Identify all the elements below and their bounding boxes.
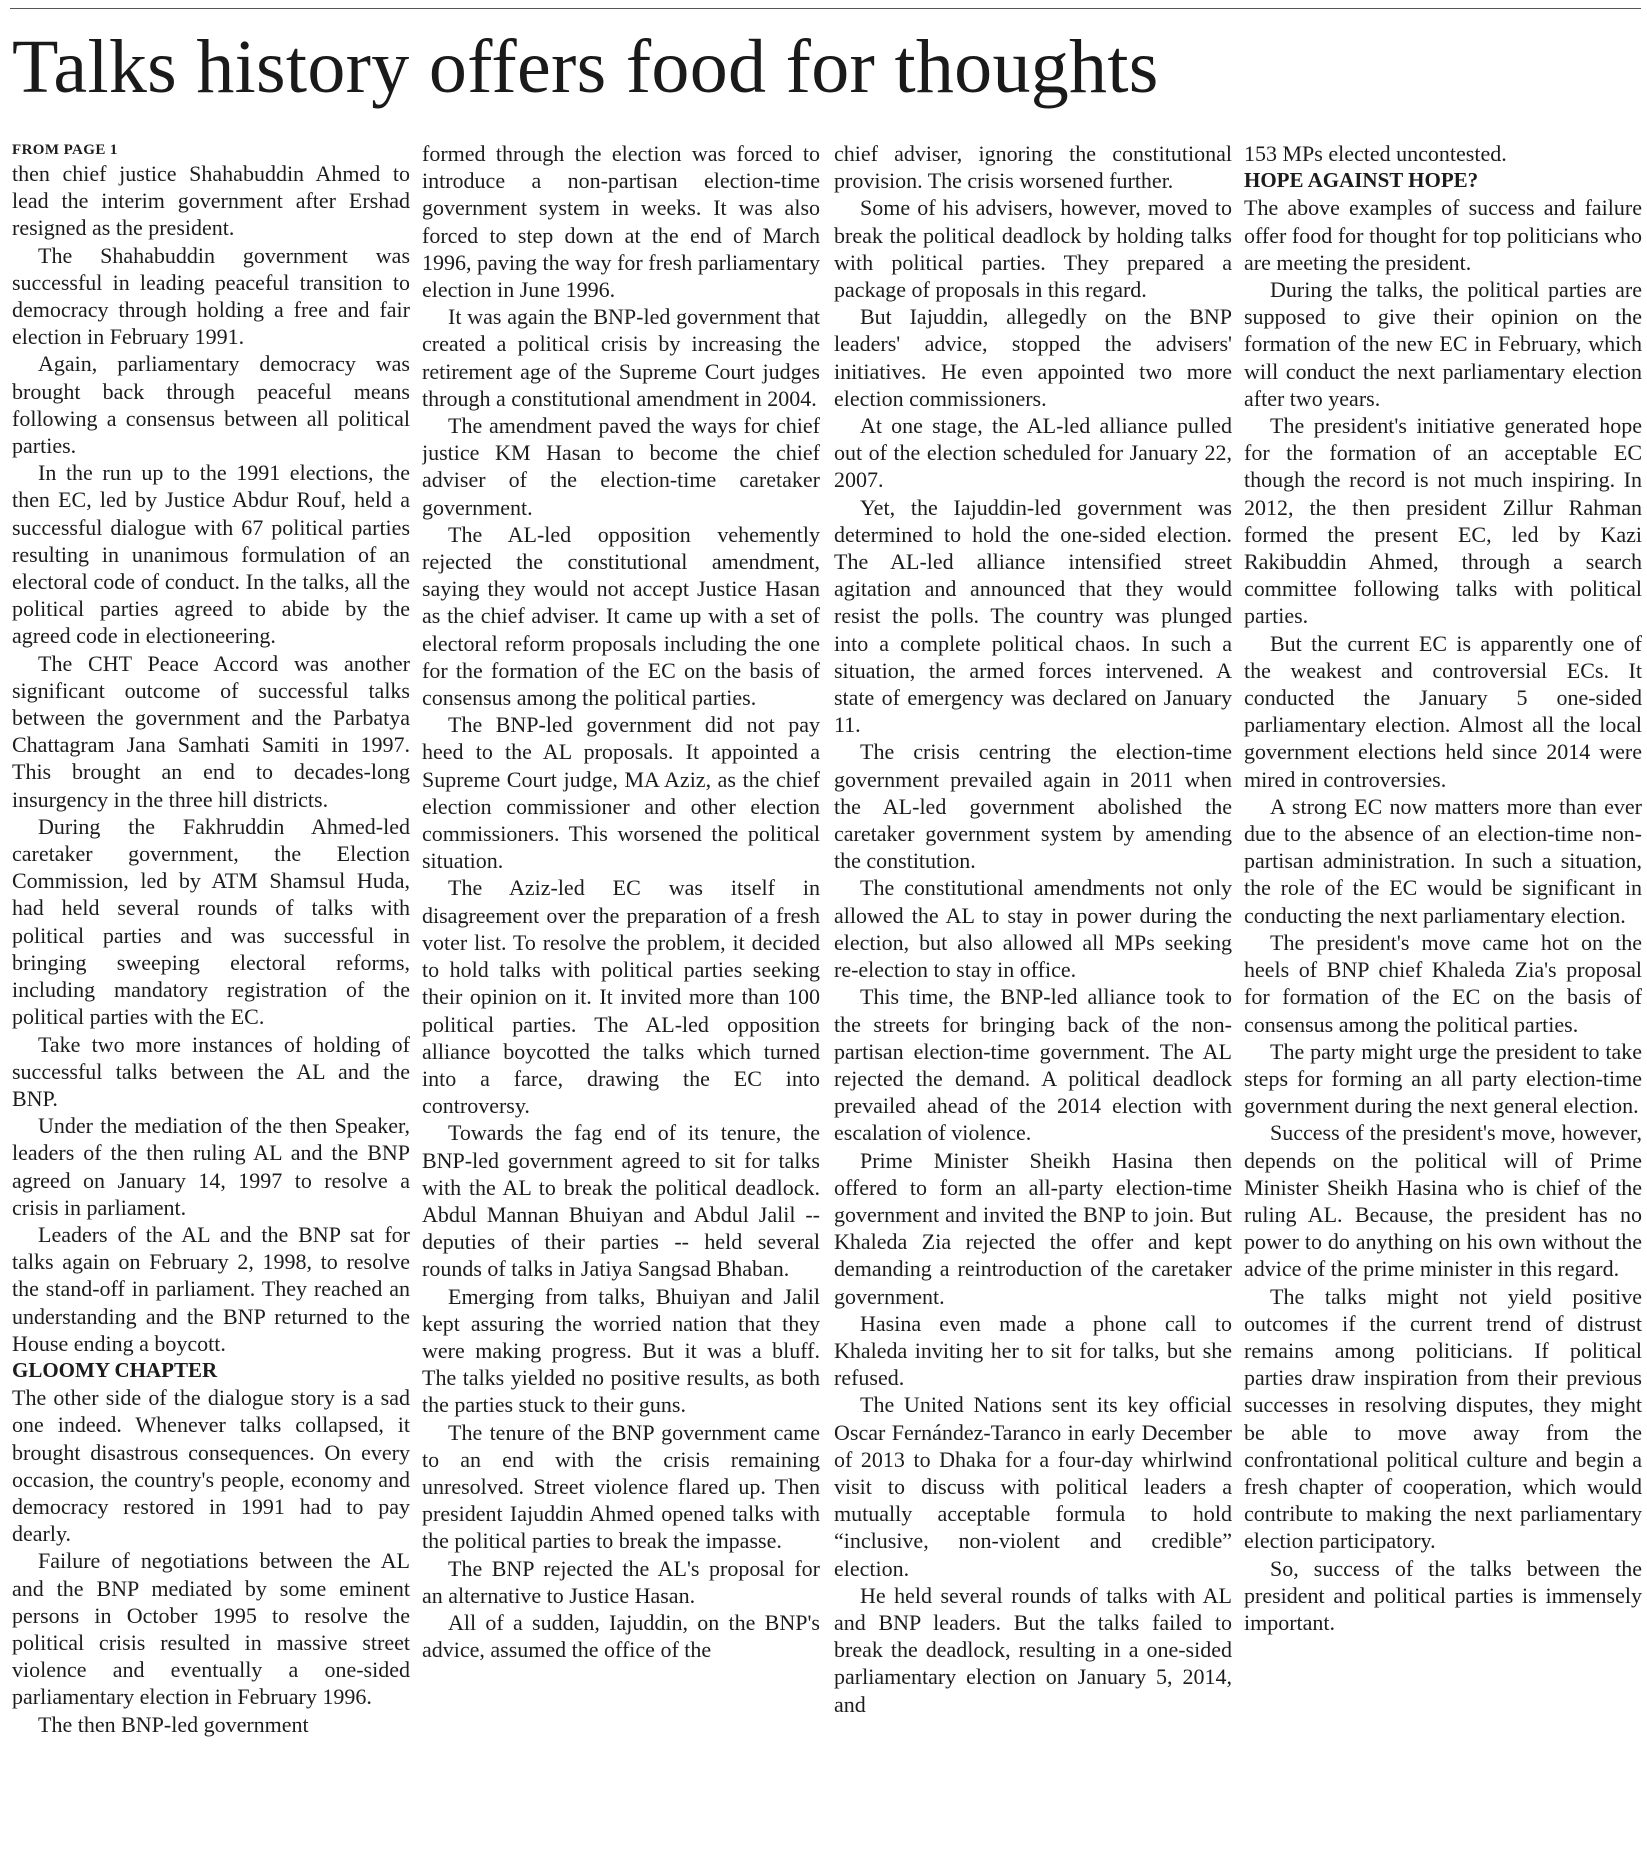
- paragraph: Failure of negotiations between the AL and the BNP mediated by some eminent persons in October 1995 to resolve the political crisis resulted in massive street violence and eventually a one-sided parliamentary election in February 1996.: [12, 1548, 410, 1710]
- paragraph: Towards the fag end of its tenure, the BNP-led government agreed to sit for talks with the AL to break the political deadlock. Abdul Mannan Bhuiyan and Abdul Jalil -- deputies of their parties -- held several rounds of talks in Jatiya Sangsad Bhaban.: [422, 1120, 820, 1282]
- paragraph: But the current EC is apparently one of the weakest and controversial ECs. It conducted the January 5 one-sided parliamentary election. Almost all the local government elections held since 2014 were mired in controversies.: [1244, 630, 1642, 792]
- paragraph: Emerging from talks, Bhuiyan and Jalil kept assuring the worried nation that they were making progress. But it was a bluff. The talks yielded no positive results, as both the parties stuck to their guns.: [422, 1283, 820, 1418]
- paragraph: The BNP-led government did not pay heed to the AL proposals. It appointed a Supreme Court judge, MA Aziz, as the chief election commissioner and other election commissioners. This worsened the political situation.: [422, 712, 820, 874]
- paragraph: The other side of the dialogue story is a sad one indeed. Whenever talks collapsed, it brought disastrous consequences. On every occasion, the country's people, economy and democracy restored in 1991 had to pay dearly.: [12, 1385, 410, 1547]
- section-subhead: HOPE AGAINST HOPE?: [1244, 168, 1479, 193]
- paragraph: The president's initiative generated hope for the formation of an acceptable EC though the record is not much inspiring. In 2012, the then president Zillur Rahman formed the present EC, led by Kazi Rakibuddin Ahmed, through a search committee following talks with political parties.: [1244, 413, 1642, 629]
- paragraph: chief adviser, ignoring the constitutional provision. The crisis worsened further.: [834, 141, 1232, 194]
- paragraph: The United Nations sent its key official Oscar Fernández-Taranco in early December of 2013 to Dhaka for a four-day whirlwind visit to discuss with political leaders a mutually acceptable formula to hold “inclusive, non-violent and credible” election.: [834, 1392, 1232, 1581]
- paragraph: The talks might not yield positive outcomes if the current trend of distrust remains among politicians. If political parties draw inspiration from their previous successes in resolving disputes, they might be able to move away from the confrontational political culture and begin a fresh chapter of cooperation, which would contribute to making the next parliamentary election participatory.: [1244, 1283, 1642, 1554]
- paragraph: The then BNP-led government: [38, 1711, 309, 1737]
- paragraph: It was again the BNP-led government that created a political crisis by increasing the retirement age of the Supreme Court judges through a constitutional amendment in 2004.: [422, 304, 820, 411]
- paragraph: The Aziz-led EC was itself in disagreement over the preparation of a fresh voter list. To resolve the problem, it decided to hold talks with political parties seeking their opinion on it. It invited more than 100 political parties. The AL-led opposition alliance boycotted the talks which turned into a farce, drawing the EC into controversy.: [422, 875, 820, 1119]
- paragraph: Leaders of the AL and the BNP sat for talks again on February 2, 1998, to resolve the stand-off in parliament. They reached an understanding and the BNP returned to the House ending a boycott.: [12, 1221, 410, 1356]
- paragraph: Prime Minister Sheikh Hasina then offered to form an all-party election-time government and invited the BNP to join. But Khaleda Zia rejected the offer and kept demanding a reintroduction of the caretaker government.: [834, 1147, 1232, 1309]
- paragraph: Take two more instances of holding of successful talks between the AL and the BNP.: [12, 1031, 410, 1111]
- paragraph: The CHT Peace Accord was another significant outcome of successful talks between the government and the Parbatya Chattagram Jana Samhati Samiti in 1997. This brought an end to decades-long insurgency in the three hill districts.: [12, 650, 410, 812]
- paragraph: The president's move came hot on the heels of BNP chief Khaleda Zia's proposal for formation of the EC on the basis of consensus among the political parties.: [1244, 929, 1642, 1037]
- paragraph: During the talks, the political parties are supposed to give their opinion on the formation of the new EC in February, which will conduct the next parliamentary election after two years.: [1244, 277, 1642, 411]
- column-3: [834, 140, 1232, 1852]
- paragraph: During the Fakhruddin Ahmed-led caretaker government, the Election Commission, led by ATM Shamsul Huda, had held several rounds of talks with political parties and was successful in bringing sweeping electoral reforms, including mandatory registration of the political parties with the EC.: [12, 813, 410, 1030]
- paragraph: The crisis centring the election-time government prevailed again in 2011 when the AL-led government abolished the caretaker government system by amending the constitution.: [834, 739, 1232, 874]
- paragraph: The above examples of success and failure offer food for thought for top politicians who are meeting the president.: [1244, 195, 1642, 275]
- paragraph: The constitutional amendments not only allowed the AL to stay in power during the election, but also allowed all MPs seeking re-election to stay in office.: [834, 875, 1232, 983]
- paragraph: Under the mediation of the then Speaker, leaders of the then ruling AL and the BNP agreed on January 14, 1997 to resolve a crisis in parliament.: [12, 1113, 410, 1220]
- paragraph: then chief justice Shahabuddin Ahmed to lead the interim government after Ershad resigned as the president.: [12, 161, 410, 241]
- paragraph: The tenure of the BNP government came to an end with the crisis remaining unresolved. Street violence flared up. Then president Iajuddin Ahmed opened talks with the political parties to break the impasse.: [422, 1419, 820, 1554]
- paragraph: formed through the election was forced to introduce a non-partisan election-time government system in weeks. It was also forced to step down at the end of March 1996, paving the way for fresh parliamentary election in June 1996.: [422, 141, 820, 303]
- paragraph: All of a sudden, Iajuddin, on the BNP's advice, assumed the office of the: [422, 1609, 820, 1663]
- paragraph: Yet, the Iajuddin-led government was determined to hold the one-sided election. The AL-led alliance intensified street agitation and announced that they would resist the polls. The country was plunged into a complete political chaos. In such a situation, the armed forces intervened. A state of emergency was declared on January 11.: [834, 494, 1232, 738]
- top-rule: [10, 8, 1641, 9]
- paragraph: Success of the president's move, however, depends on the political will of Prime Minister Sheikh Hasina who is chief of the ruling AL. Because, the president has no power to do anything on his own without the advice of the prime minister in this regard.: [1244, 1120, 1642, 1282]
- section-subhead: GLOOMY CHAPTER: [12, 1357, 218, 1382]
- paragraph: He held several rounds of talks with AL and BNP leaders. But the talks failed to break the deadlock, resulting in a one-sided parliamentary election on January 5, 2014, and: [834, 1582, 1232, 1717]
- paragraph: In the run up to the 1991 elections, the then EC, led by Justice Abdur Rouf, held a successful dialogue with 67 political parties resulting in unanimous formulation of an electoral code of conduct. In the talks, all the political parties agreed to abide by the agreed code in electioneering.: [12, 460, 410, 649]
- paragraph: This time, the BNP-led alliance took to the streets for bringing back of the non-partisan election-time government. The AL rejected the demand. A political deadlock prevailed ahead of the 2014 election with escalation of violence.: [834, 984, 1232, 1146]
- paragraph: Some of his advisers, however, moved to break the political deadlock by holding talks with political parties. They prepared a package of proposals in this regard.: [834, 195, 1232, 303]
- paragraph: Again, parliamentary democracy was brought back through peaceful means following a consensus between all political parties.: [12, 351, 410, 459]
- paragraph: Hasina even made a phone call to Khaleda inviting her to sit for talks, but she refused.: [834, 1310, 1232, 1391]
- column-2: [422, 140, 820, 1852]
- paragraph: So, success of the talks between the president and political parties is immensely important.: [1244, 1555, 1642, 1635]
- paragraph: 153 MPs elected uncontested.: [1244, 141, 1507, 166]
- paragraph: A strong EC now matters more than ever due to the absence of an election-time non-partisan administration. In such a situation, the role of the EC would be significant in conducting the next parliamentary election.: [1244, 793, 1642, 928]
- paragraph: The Shahabuddin government was successful in leading peaceful transition to democracy through holding a free and fair election in February 1991.: [12, 242, 410, 350]
- column-1: [12, 140, 410, 1852]
- paragraph: But Iajuddin, allegedly on the BNP leaders' advice, stopped the advisers' initiatives. He even appointed two more election commissioners.: [834, 304, 1232, 411]
- article-body: [12, 140, 1642, 1852]
- paragraph: At one stage, the AL-led alliance pulled out of the election scheduled for January 22, 2007.: [834, 413, 1232, 493]
- column-4: [1244, 140, 1642, 1852]
- paragraph: The AL-led opposition vehemently rejected the constitutional amendment, saying they would not accept Justice Hasan as the chief adviser. It came up with a set of electoral reform proposals including the one for the formation of the EC on the basis of consensus among the political parties.: [422, 521, 820, 711]
- headline: Talks history offers food for thoughts: [12, 25, 1159, 109]
- paragraph: The BNP rejected the AL's proposal for an alternative to Justice Hasan.: [422, 1555, 820, 1608]
- paragraph: The party might urge the president to take steps for forming an all party election-time government during the next general election.: [1244, 1038, 1642, 1119]
- kicker-from-page: FROM PAGE 1: [12, 142, 118, 158]
- paragraph: The amendment paved the ways for chief justice KM Hasan to become the chief adviser of the election-time caretaker government.: [422, 413, 820, 520]
